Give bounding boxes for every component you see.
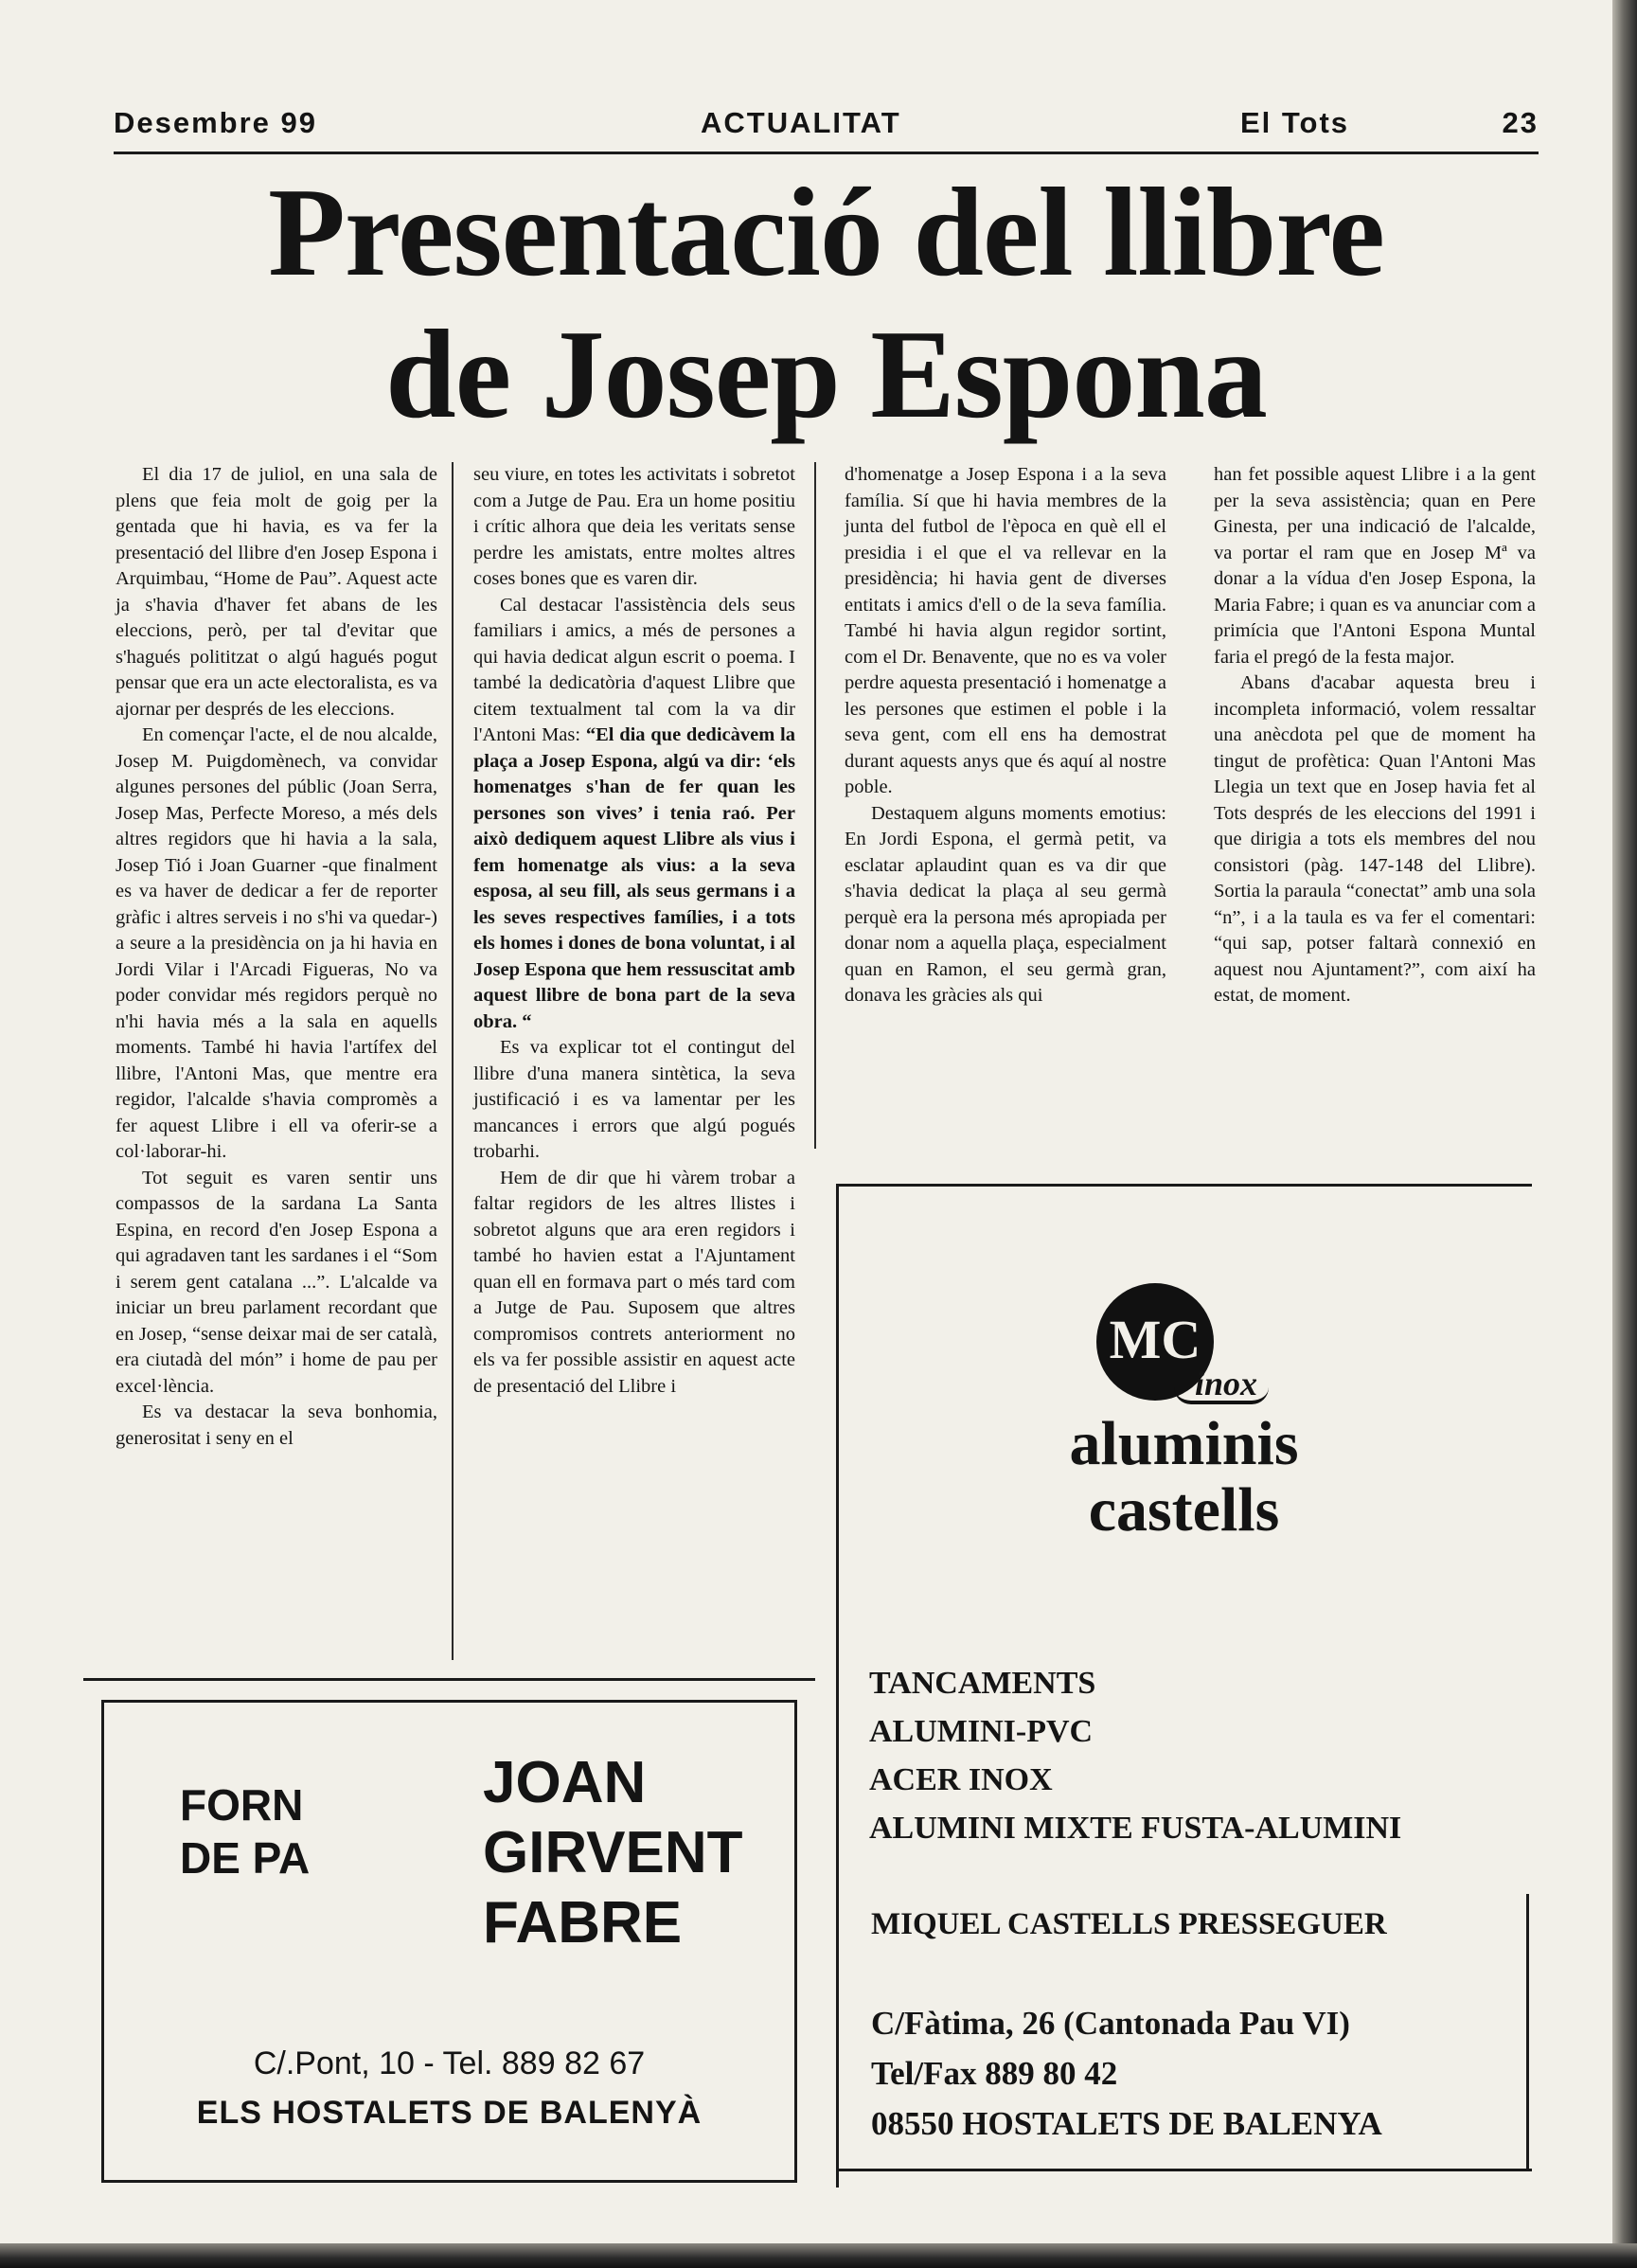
paragraph: Es va destacar la seva bonhomia, generositat i seny en el xyxy=(116,1402,437,1449)
scan-edge-bottom xyxy=(0,2243,1637,2268)
header-rule xyxy=(114,152,1539,154)
paragraph: Hem de dir que hi vàrem trobar a faltar regidors de les altres llistes i sobretot alguns que ara eren regidors i també ho havien estat a l'Ajuntament quan ell en formava part o més tard com a Jutge de Pau. Suposem que altres compromisos contrets anteriorment no els va fer possible assistir en aquest acte de presentació del Llibre i xyxy=(473,1167,795,1397)
ad-separator-rule xyxy=(83,1678,815,1681)
bakery-type-line-2: DE PA xyxy=(180,1833,311,1883)
magazine-name: El Tots xyxy=(1240,106,1350,139)
paragraph: Destaquem alguns moments emotius: En Jordi Espona, el germà petit, va esclatar aplaudint quan es va dir que s'havia dedicat la plaça al seu germà perquè era la persona més apropiada per donar nom a aquella plaça, especialment quan en Ramon, el seu germà gran, donava les gràcies als qui xyxy=(845,802,1166,1006)
logo-script: inox xyxy=(1195,1365,1258,1402)
business-phone: Tel/Fax 889 80 42 xyxy=(871,2055,1118,2092)
service-item: ALUMINI-PVC xyxy=(869,1714,1094,1749)
title-line-2: de Josep Espona xyxy=(385,304,1267,444)
column-rule xyxy=(452,462,454,1660)
title-line-1: Presentació del llibre xyxy=(268,162,1384,302)
ad-frame-bottom xyxy=(836,2169,1532,2171)
paragraph: d'homenatge a Josep Espona i a la seva família. Sí que hi havia membres de la junta del futbol de l'època en què ell el presidia i el que el va rellevar en la presidència; hi havia gent de diverses entitats i amics d'ell o de la seva família. També hi havia algun regidor sortint, com el Dr. Benavente, que no es va voler perdre aquesta presentació i homenatge a les persones que estimen el poble i la seva gent, com ell ens ha demostrat durant aquests anys que és aquí al nostre poble. xyxy=(845,464,1166,797)
page-number: 23 xyxy=(1502,106,1539,139)
paragraph: Tot seguit es varen sentir uns compassos de la sardana La Santa Espina, en record d'en Josep Espona a qui agradaven tant les sardanes i el “Som i serem gent catalana ...”. L'alcalde va iniciar un breu parlament recordant que en Josep, “sense deixar mai de ser català, era ciutadà del món” i home de pau per excel·lència. xyxy=(116,1167,437,1397)
owner-name-line-2: GIRVENT xyxy=(483,1820,743,1885)
brand-line-1: aluminis xyxy=(1069,1409,1299,1478)
owner-name-line-1: JOAN xyxy=(483,1750,647,1815)
bakery-advertisement xyxy=(101,1700,797,2183)
service-item: TANCAMENTS xyxy=(869,1666,1096,1701)
article-column-3 xyxy=(845,462,1166,1009)
logo-letters: MC xyxy=(1109,1309,1201,1370)
article-title xyxy=(114,161,1539,445)
business-town: 08550 HOSTALETS DE BALENYA xyxy=(871,2105,1382,2142)
issue-date: Desembre 99 xyxy=(114,106,318,139)
bakery-type-line-1: FORN xyxy=(180,1780,304,1830)
page-header xyxy=(114,106,1539,153)
paragraph xyxy=(473,593,795,1036)
section-name: ACTUALITAT xyxy=(701,106,901,139)
column-rule xyxy=(814,462,816,1149)
services-list xyxy=(869,1659,1401,1852)
paragraph: En començar l'acte, el de nou alcalde, Josep M. Puigdomènech, va convidar algunes persones del públic (Joan Serra, Josep Mas, Perfecte Moreso, a més dels altres regidors que hi havia a la sala, Josep Tió i Joan Guarner -que finalment es va haver de dedicar a fer de reporter gràfic i altres serveis i no s'hi va quedar-) a seure a la presidència on ja hi havia en Jordi Vilar i l'Arcadi Figueras, No va poder convidar més regidors perquè no n'hi havia més a la sala en aquells moments. També hi havia l'artífex del llibre, l'Antoni Mas, que mentre era regidor, l'alcalde s'havia compromès a fer aquest Llibre i ell va oferir-se a col·laborar-hi. xyxy=(116,724,437,1162)
dedication-intro: Cal destacar l'assistència dels seus familiars i amics, a més de persones a qui havia dedicat algun escrit o poema. I també la dedicatòria d'aquest Llibre que citem textualment tal com la va dir l'Antoni Mas: xyxy=(473,594,795,745)
article-column-2 xyxy=(473,462,795,1400)
article-column-1 xyxy=(116,462,437,1452)
paragraph: El dia 17 de juliol, en una sala de plens que feia molt de goig per la gentada que hi havia, es va fer la presentació del llibre d'en Josep Espona i Arquimbau, “Home de Pau”. Aquest acte ja s'havia d'haver fet abans de les eleccions, però, per tal d'evitar que s'hagués polititzat o algú hagués pogut pensar que era un acte electoralista, es va ajornar per després de les eleccions. xyxy=(116,464,437,720)
bakery-owner-name xyxy=(483,1748,742,1958)
ad-frame-right xyxy=(1526,1894,1529,2170)
business-owner: MIQUEL CASTELLS PRESSEGUER xyxy=(871,1907,1387,1941)
service-item: ALUMINI MIXTE FUSTA-ALUMINI xyxy=(869,1811,1402,1846)
scan-edge-right xyxy=(1612,0,1637,2268)
brand-name xyxy=(836,1411,1532,1544)
paragraph: seu viure, en totes les activitats i sobretot com a Jutge de Pau. Era un home positiu i crític alhora que deia les veritats sense perdre les amistats, entre moltes altres coses bones que es varen dir. xyxy=(473,464,795,589)
article-column-4 xyxy=(1214,462,1536,1009)
service-item: ACER INOX xyxy=(869,1762,1053,1797)
paragraph: Abans d'acabar aquesta breu i incompleta informació, volem ressaltar una anècdota pel que de moment ha tingut de profètica: Quan l'Antoni Mas Llegia un text que en Josep havia fet al Tots després de les eleccions del 1991 i que dirigia a tots els membres del nou consistori (pàg. 147-148 del Llibre). Sortia la paraula “conectat” amb una sola “n”, i a la taula es va fer el comentari: “qui sap, potser faltarà connexió en aquest nou Ajuntament?”, com així ha estat, de moment. xyxy=(1214,672,1536,1006)
bakery-type xyxy=(180,1778,310,1884)
brand-line-2: castells xyxy=(1088,1475,1280,1545)
paragraph: han fet possible aquest Llibre i a la gent per la seva assistència; quan en Pere Ginesta, per una indicació de l'alcalde, va portar el ram que en Josep Mª va donar a la vídua d'en Josep Espona, la Maria Fabre; i quan es va anunciar com a primícia que l'Antoni Espona Muntal faria el pregó de la festa major. xyxy=(1214,464,1536,668)
owner-name-line-3: FABRE xyxy=(483,1890,683,1955)
business-address: C/Fàtima, 26 (Cantonada Pau VI) xyxy=(871,2005,1350,2042)
bakery-town: ELS HOSTALETS DE BALENYÀ xyxy=(196,2095,703,2131)
bakery-address: C/.Pont, 10 - Tel. 889 82 67 xyxy=(253,2045,646,2081)
dedication-quote: “El dia que dedicàvem la plaça a Josep Espona, algú va dir: ‘els homenatges s'han de fer quan les persones son vives’ i tenia raó. Per això dediquem aquest Llibre als vius i fem homenatge als vius: a la seva esposa, al seu fill, als seus germans i a les seves respectives famílies, i a tots els homes i dones de bona voluntat, i al Josep Espona que hem ressuscitat amb aquest llibre de bona part de la seva obra. “ xyxy=(473,724,795,1032)
business-contact xyxy=(871,1998,1382,2149)
paragraph: Es va explicar tot el contingut del llibre d'una manera sintètica, la seva justificació i es va lamentar per les mancances i errors que algú pogués trobarhi. xyxy=(473,1037,795,1162)
